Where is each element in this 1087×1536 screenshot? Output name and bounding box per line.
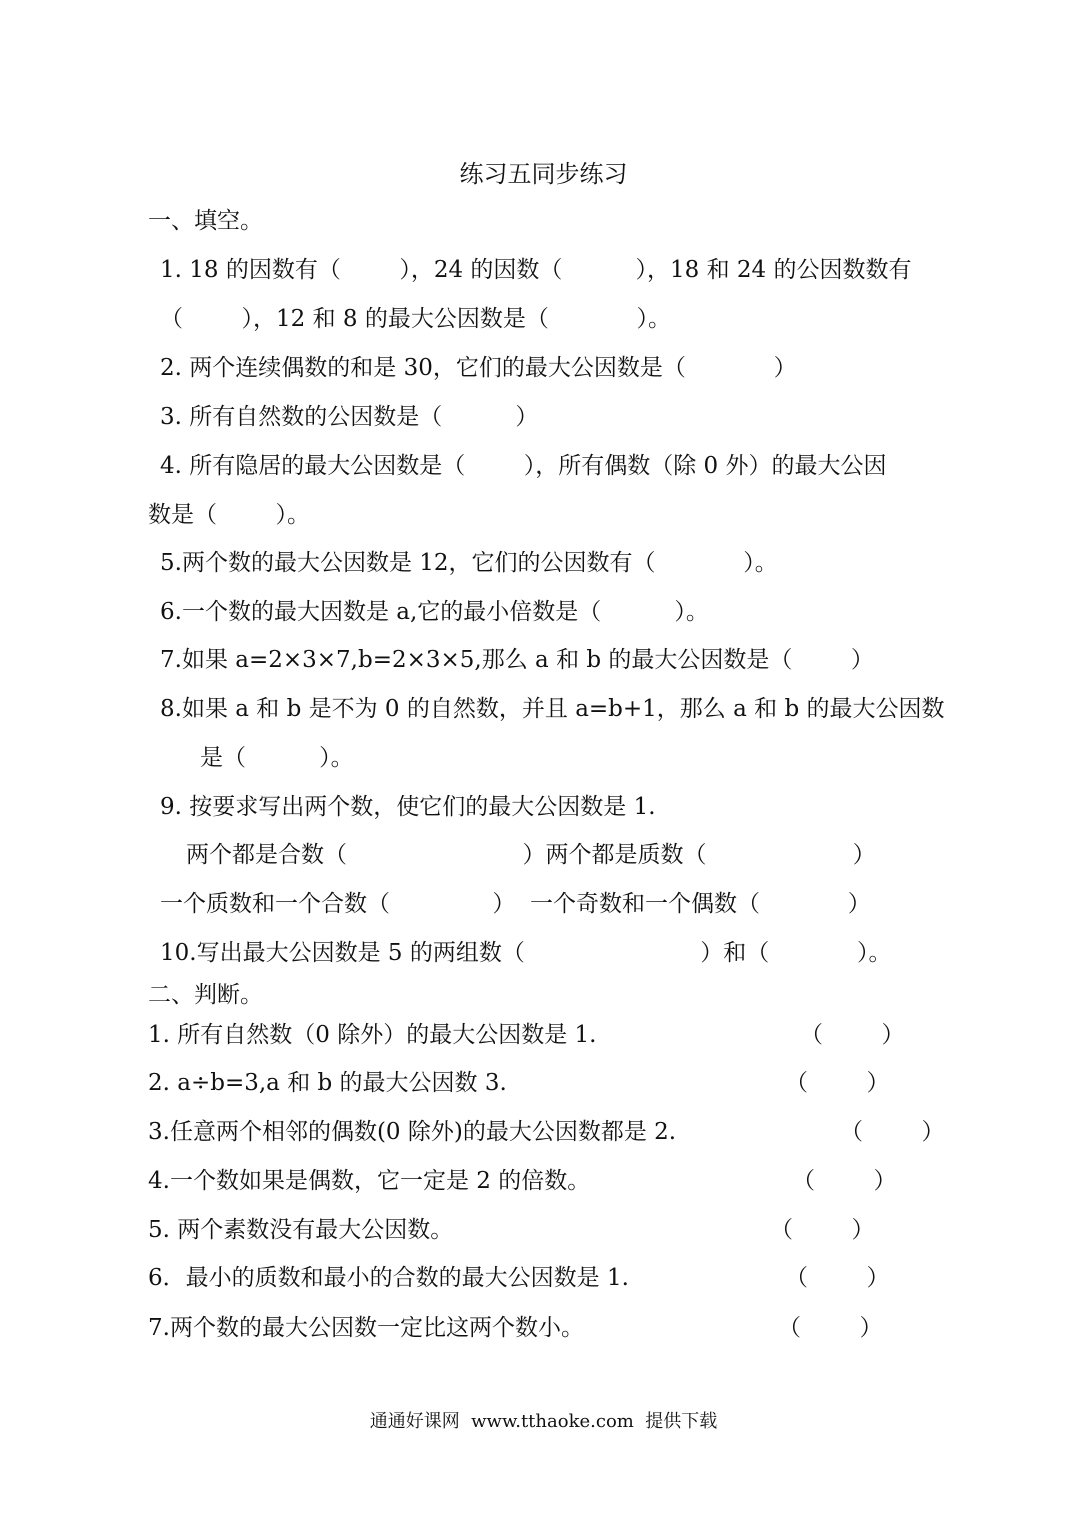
question-6: 6.一个数的最大因数是 a,它的最小倍数是（ ）。 bbox=[160, 599, 709, 625]
judge-6: 6．最小的质数和最小的合数的最大公因数是 1. bbox=[148, 1265, 629, 1291]
question-3: 3. 所有自然数的公因数是（ ） bbox=[160, 404, 539, 430]
judge-1-bracket: （ ） bbox=[800, 1022, 905, 1048]
judge-5-bracket: （ ） bbox=[770, 1217, 875, 1243]
question-9-sub-1: 两个都是合数（ ）两个都是质数（ ） bbox=[186, 842, 876, 868]
question-2: 2. 两个连续偶数的和是 30，它们的最大公因数是（ ） bbox=[160, 355, 797, 381]
question-9: 9. 按要求写出两个数，使它们的最大公因数是 1. bbox=[160, 794, 656, 820]
judge-6-bracket: （ ） bbox=[785, 1265, 890, 1291]
question-4-line-1: 4. 所有隐居的最大公因数是（ ），所有偶数（除 0 外）的最大公因 bbox=[160, 453, 887, 479]
section-2-heading: 二、判断。 bbox=[148, 982, 263, 1008]
judge-2: 2. a÷b=3,a 和 b 的最大公因数 3. bbox=[148, 1070, 507, 1096]
judge-4-bracket: （ ） bbox=[792, 1168, 897, 1194]
judge-2-bracket: （ ） bbox=[785, 1070, 890, 1096]
judge-7-bracket: （ ） bbox=[778, 1315, 883, 1341]
footer-credit: 通通好课网 www.tthaoke.com 提供下载 bbox=[369, 1411, 718, 1432]
page-title: 练习五同步练习 bbox=[459, 160, 628, 188]
section-1-heading: 一、填空。 bbox=[148, 208, 263, 234]
judge-5: 5. 两个素数没有最大公因数。 bbox=[148, 1217, 454, 1243]
question-7: 7.如果 a=2×3×7,b=2×3×5,那么 a 和 b 的最大公因数是（ ） bbox=[160, 647, 874, 673]
question-8-line-1: 8.如果 a 和 b 是不为 0 的自然数，并且 a=b+1，那么 a 和 b 的最大公因数 bbox=[160, 696, 945, 722]
question-5: 5.两个数的最大公因数是 12，它们的公因数有（ ）。 bbox=[160, 550, 778, 576]
judge-1: 1. 所有自然数（0 除外）的最大公因数是 1. bbox=[148, 1022, 597, 1048]
question-10: 10.写出最大公因数是 5 的两组数（ ）和（ ）。 bbox=[160, 940, 892, 966]
judge-7: 7.两个数的最大公因数一定比这两个数小。 bbox=[148, 1315, 584, 1341]
judge-4: 4.一个数如果是偶数，它一定是 2 的倍数。 bbox=[148, 1168, 591, 1194]
question-1-line-1: 1. 18 的因数有（ ），24 的因数（ ），18 和 24 的公因数数有 bbox=[160, 257, 912, 283]
question-8-line-2: 是（ ）。 bbox=[200, 745, 354, 771]
judge-3: 3.任意两个相邻的偶数(0 除外)的最大公因数都是 2. bbox=[148, 1119, 677, 1145]
question-9-sub-2: 一个质数和一个合数（ ） 一个奇数和一个偶数（ ） bbox=[160, 891, 871, 917]
question-4-line-2: 数是（ ）。 bbox=[148, 502, 310, 528]
judge-3-bracket: （ ） bbox=[840, 1119, 945, 1145]
question-1-line-2: （ ），12 和 8 的最大公因数是（ ）。 bbox=[160, 306, 672, 332]
